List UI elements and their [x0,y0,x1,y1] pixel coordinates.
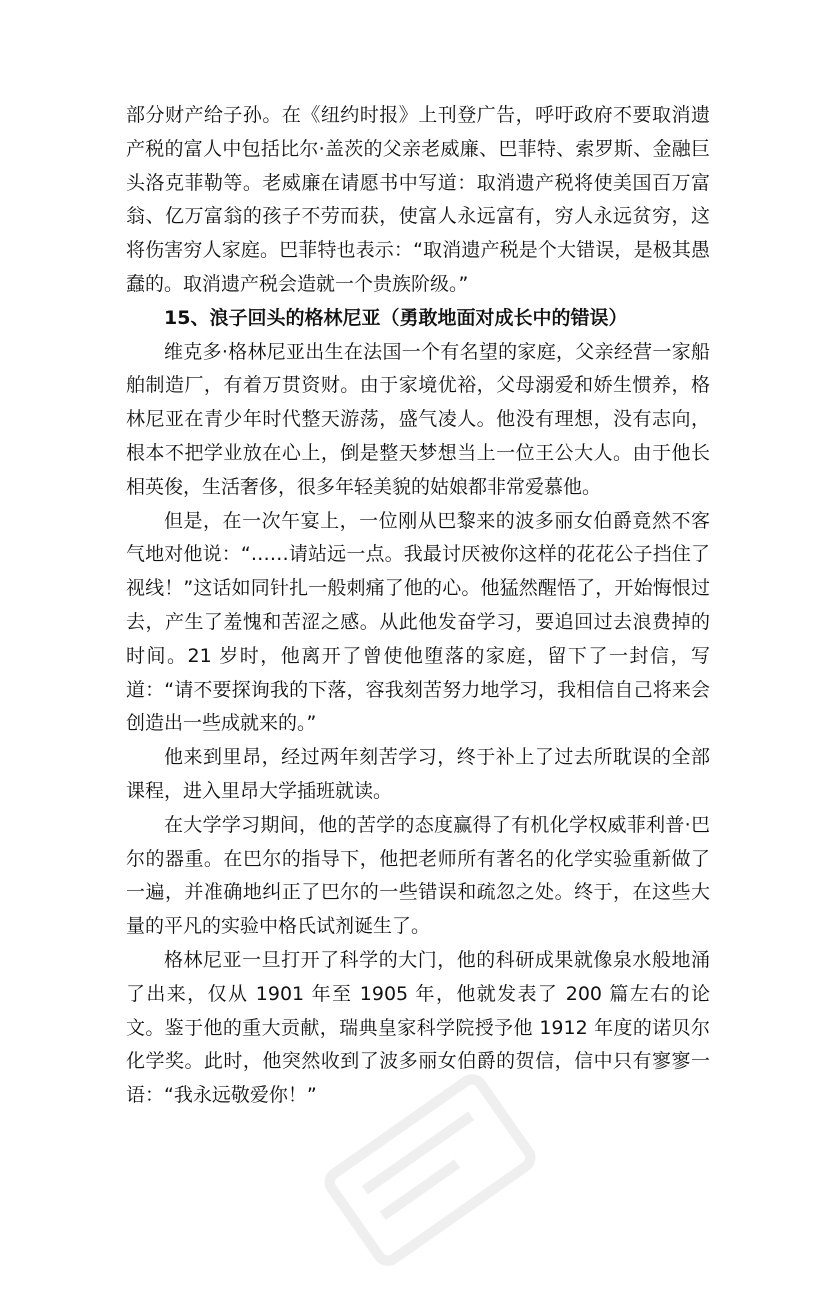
section-heading: 15、浪子回头的格林尼亚（勇敢地面对成长中的错误） [164,306,628,329]
paragraph: 格林尼亚一旦打开了科学的大门，他的科研成果就像泉水般地涌了出来，仅从 1901 年至 1905 年，他就发表了 200 篇左右的论文。鉴于他的重大贡献，瑞典皇家科学院授予他 1912 年度的诺贝尔化学奖。此时，他突然收到了波多丽女伯爵的贺信，信中只有寥寥一语：“我永远敬爱你！” [126,948,710,1107]
document-body [126,99,710,1113]
paragraph: 但是，在一次午宴上，一位刚从巴黎来的波多丽女伯爵竟然不客气地对他说：“……请站远一点。我最讨厌被你这样的花花公子挡住了视线！”这话如同针扎一般刺痛了他的心。他猛然醒悟了，开始悔恨过去，产生了羞愧和苦涩之感。从此他发奋学习，要追回过去浪费掉的时间。21 岁时，他离开了曾使他堕落的家庭，留下了一封信，写道：“请不要探询我的下落，容我刻苦努力地学习，我相信自己将来会创造出一些成就来的。” [126,509,710,735]
paragraph-continued: 部分财产给子孙。在《纽约时报》上刊登广告，呼吁政府不要取消遗产税的富人中包括比尔·盖茨的父亲老威廉、巴菲特、索罗斯、金融巨头洛克菲勒等。老威廉在请愿书中写道：取消遗产税将使美国百万富翁、亿万富翁的孩子不劳而获，使富人永远富有，穷人永远贫穷，这将伤害穷人家庭。巴菲特也表示：“取消遗产税是个大错误，是极其愚蠢的。取消遗产税会造就一个贵族阶级。” [126,104,710,295]
paragraph: 在大学学习期间，他的苦学的态度赢得了有机化学权威菲利普·巴尔的器重。在巴尔的指导下，他把老师所有著名的化学实验重新做了一遍，并准确地纠正了巴尔的一些错误和疏忽之处。终于，在这些大量的平凡的实验中格氏试剂诞生了。 [126,813,710,938]
paragraph: 维克多·格林尼亚出生在法国一个有名望的家庭，父亲经营一家船舶制造厂，有着万贯资财。由于家境优裕，父母溺爱和娇生惯养，格林尼亚在青少年时代整天游荡，盛气凌人。他没有理想，没有志向，根本不把学业放在心上，倒是整天梦想当上一位王公大人。由于他长相英俊，生活奢侈，很多年轻美貌的姑娘都非常爱慕他。 [126,340,710,498]
paragraph: 他来到里昂，经过两年刻苦学习，终于补上了过去所耽误的全部课程，进入里昂大学插班就读。 [126,746,710,802]
